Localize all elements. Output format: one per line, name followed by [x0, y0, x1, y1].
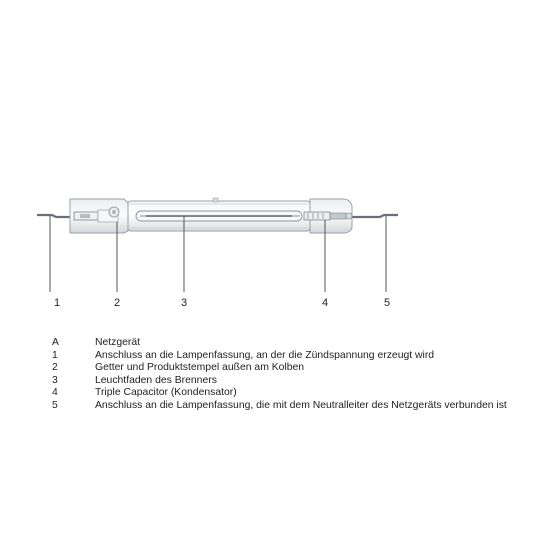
callout-number-5: 5 — [383, 297, 391, 309]
callout-number-3: 3 — [180, 297, 188, 309]
legend-row — [52, 337, 522, 350]
legend-row — [52, 362, 522, 375]
right-contact-wire — [348, 215, 398, 217]
callout-number-2: 2 — [113, 297, 121, 309]
legend-row — [52, 350, 522, 363]
legend-text: Anschluss an die Lampenfassung, an der die Zündspannung erzeugt wird — [95, 349, 435, 361]
legend-key: 3 — [52, 374, 58, 386]
legend-text: Anschluss an die Lampenfassung, die mit dem Neutralleiter des Netzgeräts verbunden ist — [95, 399, 507, 411]
legend-text: Triple Capacitor (Kondensator) — [95, 387, 237, 399]
legend-text: Getter und Produktstempel außen am Kolben — [95, 362, 305, 374]
legend-key: 4 — [52, 387, 58, 399]
legend-key: 2 — [52, 362, 58, 374]
legend-key: 5 — [52, 399, 58, 411]
left-contact-wire — [37, 215, 70, 217]
legend-key: 1 — [52, 349, 58, 361]
legend-text: Leuchtfaden des Brenners — [95, 374, 217, 386]
callout-number-1: 1 — [53, 297, 61, 309]
callout-number-4: 4 — [321, 297, 329, 309]
legend-row — [52, 387, 522, 400]
legend-key: A — [52, 337, 59, 348]
legend-row — [52, 400, 522, 413]
legend-row — [52, 375, 522, 388]
legend — [52, 337, 522, 413]
legend-text: Netzgerät — [95, 337, 141, 348]
